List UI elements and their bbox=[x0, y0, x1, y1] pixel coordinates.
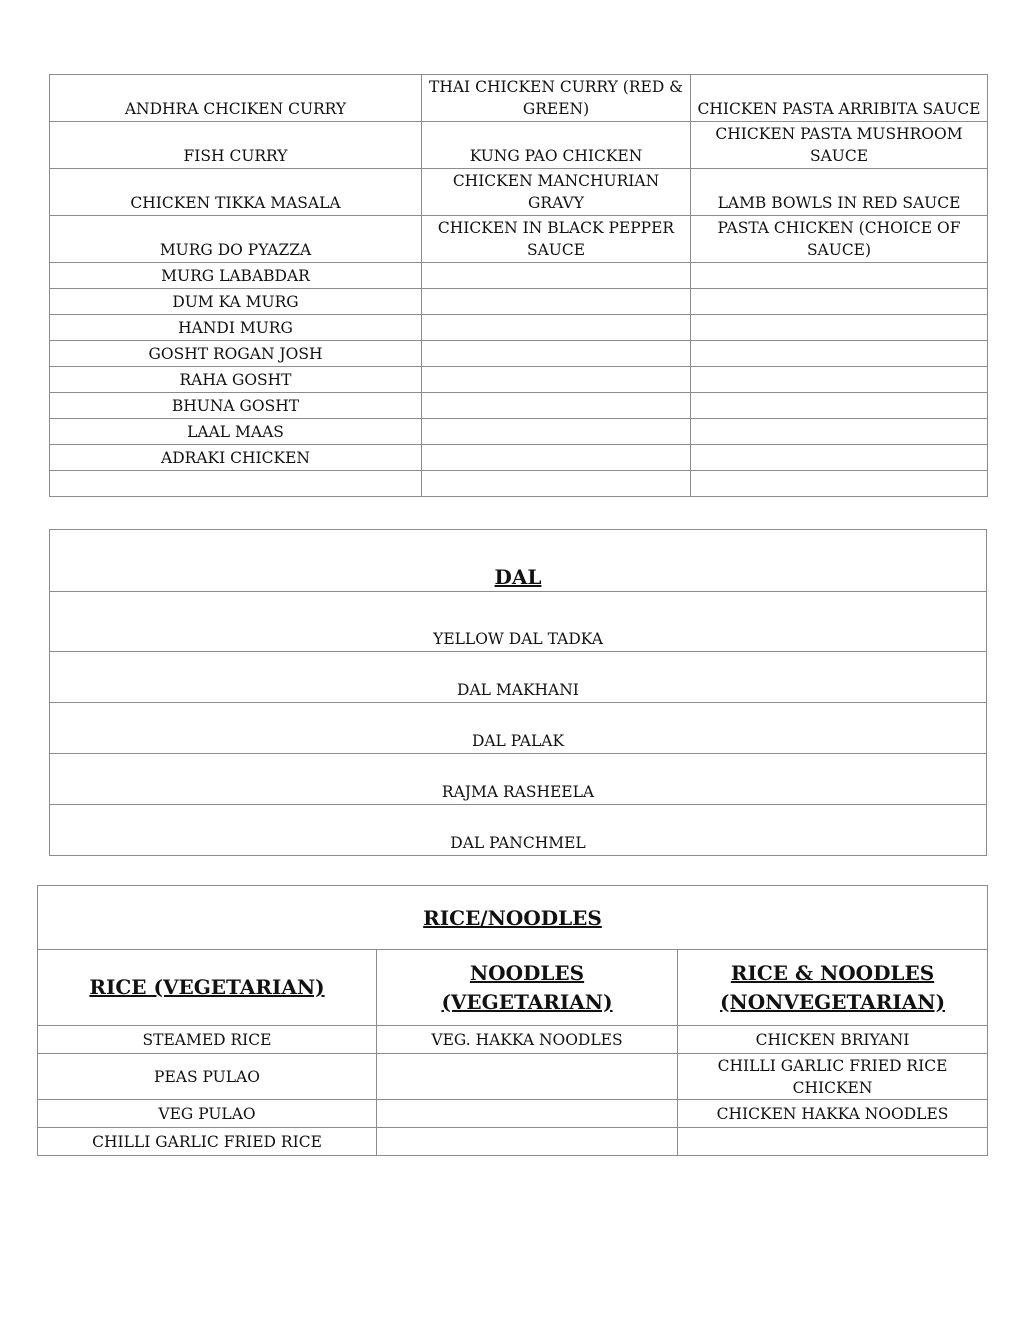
table-row bbox=[50, 341, 988, 367]
empty-cell bbox=[377, 1054, 678, 1100]
empty-cell bbox=[422, 315, 691, 341]
table-row bbox=[50, 471, 988, 497]
menu-item: CHILLI GARLIC FRIED RICE CHICKEN bbox=[678, 1054, 988, 1100]
empty-cell bbox=[50, 471, 422, 497]
menu-item: GOSHT ROGAN JOSH bbox=[50, 341, 422, 367]
menu-item: CHICKEN PASTA MUSHROOM SAUCE bbox=[691, 122, 988, 169]
menu-item: STEAMED RICE bbox=[38, 1026, 377, 1054]
empty-cell bbox=[691, 445, 988, 471]
empty-cell bbox=[691, 367, 988, 393]
table-row bbox=[50, 805, 987, 856]
menu-item: PEAS PULAO bbox=[38, 1054, 377, 1100]
table-row bbox=[50, 263, 988, 289]
table-row bbox=[50, 289, 988, 315]
menu-item: HANDI MURG bbox=[50, 315, 422, 341]
menu-item: BHUNA GOSHT bbox=[50, 393, 422, 419]
empty-cell bbox=[377, 1128, 678, 1156]
empty-cell bbox=[691, 289, 988, 315]
column-header: RICE (VEGETARIAN) bbox=[38, 950, 377, 1026]
menu-item: VEG. HAKKA NOODLES bbox=[377, 1026, 678, 1054]
menu-item: MURG LABABDAR bbox=[50, 263, 422, 289]
empty-cell bbox=[422, 471, 691, 497]
menu-item: CHICKEN PASTA ARRIBITA SAUCE bbox=[691, 75, 988, 122]
table-header-row bbox=[50, 530, 987, 592]
column-header: NOODLES (VEGETARIAN) bbox=[377, 950, 678, 1026]
empty-cell bbox=[422, 367, 691, 393]
table-row bbox=[50, 393, 988, 419]
menu-item: ADRAKI CHICKEN bbox=[50, 445, 422, 471]
table-row bbox=[50, 445, 988, 471]
dal-item: DAL PANCHMEL bbox=[50, 805, 987, 856]
table-row bbox=[50, 75, 988, 122]
table-header-row bbox=[38, 886, 988, 950]
menu-item: ANDHRA CHCIKEN CURRY bbox=[50, 75, 422, 122]
empty-cell bbox=[678, 1128, 988, 1156]
dal-table bbox=[49, 529, 987, 856]
table-row bbox=[38, 1128, 988, 1156]
column-header: RICE & NOODLES (NONVEGETARIAN) bbox=[678, 950, 988, 1026]
empty-cell bbox=[422, 341, 691, 367]
menu-item: RAHA GOSHT bbox=[50, 367, 422, 393]
table-row bbox=[50, 419, 988, 445]
table-row bbox=[50, 652, 987, 703]
empty-cell bbox=[422, 445, 691, 471]
menu-item: FISH CURRY bbox=[50, 122, 422, 169]
table-row bbox=[50, 703, 987, 754]
menu-item: PASTA CHICKEN (CHOICE OF SAUCE) bbox=[691, 216, 988, 263]
main-dishes-table bbox=[49, 74, 988, 497]
menu-item: KUNG PAO CHICKEN bbox=[422, 122, 691, 169]
table-row bbox=[38, 1100, 988, 1128]
rice-noodles-table bbox=[37, 885, 988, 1156]
menu-item: THAI CHICKEN CURRY (RED & GREEN) bbox=[422, 75, 691, 122]
column-header-row bbox=[38, 950, 988, 1026]
empty-cell bbox=[377, 1100, 678, 1128]
empty-cell bbox=[422, 419, 691, 445]
menu-item: CHICKEN TIKKA MASALA bbox=[50, 169, 422, 216]
table-row bbox=[50, 315, 988, 341]
empty-cell bbox=[691, 341, 988, 367]
menu-item: CHILLI GARLIC FRIED RICE bbox=[38, 1128, 377, 1156]
table-row bbox=[50, 169, 988, 216]
dal-item: RAJMA RASHEELA bbox=[50, 754, 987, 805]
empty-cell bbox=[691, 315, 988, 341]
menu-item: CHICKEN HAKKA NOODLES bbox=[678, 1100, 988, 1128]
empty-cell bbox=[422, 263, 691, 289]
empty-cell bbox=[691, 471, 988, 497]
menu-item: LAAL MAAS bbox=[50, 419, 422, 445]
menu-item: CHICKEN BRIYANI bbox=[678, 1026, 988, 1054]
dal-item: DAL PALAK bbox=[50, 703, 987, 754]
empty-cell bbox=[422, 393, 691, 419]
table-row bbox=[50, 592, 987, 652]
menu-item: CHICKEN IN BLACK PEPPER SAUCE bbox=[422, 216, 691, 263]
menu-item: MURG DO PYAZZA bbox=[50, 216, 422, 263]
table-row bbox=[50, 216, 988, 263]
empty-cell bbox=[691, 263, 988, 289]
dal-item: YELLOW DAL TADKA bbox=[50, 592, 987, 652]
empty-cell bbox=[691, 393, 988, 419]
menu-item: VEG PULAO bbox=[38, 1100, 377, 1128]
table-row bbox=[50, 122, 988, 169]
table-row bbox=[38, 1054, 988, 1100]
table-row bbox=[50, 754, 987, 805]
dal-section-title: DAL bbox=[50, 530, 987, 592]
table-row bbox=[38, 1026, 988, 1054]
dal-item: DAL MAKHANI bbox=[50, 652, 987, 703]
empty-cell bbox=[422, 289, 691, 315]
menu-item: LAMB BOWLS IN RED SAUCE bbox=[691, 169, 988, 216]
rice-noodles-section-title: RICE/NOODLES bbox=[38, 886, 988, 950]
menu-item: CHICKEN MANCHURIAN GRAVY bbox=[422, 169, 691, 216]
menu-item: DUM KA MURG bbox=[50, 289, 422, 315]
empty-cell bbox=[691, 419, 988, 445]
table-row bbox=[50, 367, 988, 393]
